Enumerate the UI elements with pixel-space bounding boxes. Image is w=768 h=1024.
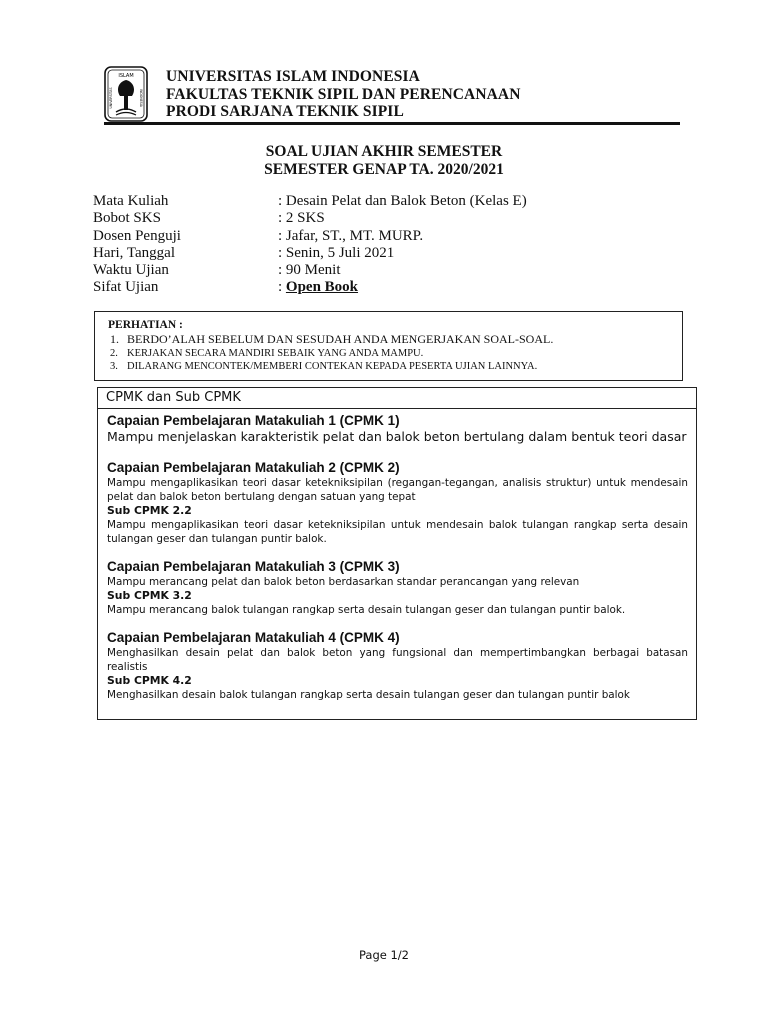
info-label: Waktu Ujian [93,262,169,279]
exam-semester: SEMESTER GENAP TA. 2020/2021 [264,161,504,178]
page-number: Page 1/2 [358,948,409,962]
university-name: UNIVERSITAS ISLAM INDONESIA [166,68,420,85]
notice-item: 2. KERJAKAN SECARA MANDIRI SEBAIK YANG ANDA MAMPU. [110,347,424,359]
program-name: PRODI SARJANA TEKNIK SIPIL [166,103,404,120]
info-value: : Senin, 5 Juli 2021 [278,244,395,261]
info-label: Bobot SKS [93,210,161,227]
svg-text:INDONESIA: INDONESIA [139,89,143,107]
info-row-duration [93,262,527,279]
cpmk-1-title: Capaian Pembelajaran Matakuliah 1 (CPMK 1) [107,413,400,428]
info-value: : Desain Pelat dan Balok Beton (Kelas E) [278,193,527,209]
letterhead [104,64,680,126]
info-value: : Jafar, ST., MT. MURP. [278,227,424,244]
sub-cpmk-2-2-text: Mampu mengaplikasikan teori dasar ketekniksipilan untuk mendesain balok tulangan rangkap serta desain tulangan geser dan tulangan puntir balok. [107,519,688,545]
info-value: : 90 Menit [278,262,341,279]
exam-title: SOAL UJIAN AKHIR SEMESTER [265,143,503,160]
cpmk-4-text: Menghasilkan desain pelat dan balok beton yang fungsional dan mempertimbangkan berbagai batasan realistis [107,647,688,673]
notice-box [94,311,683,381]
sub-cpmk-3-2-title: Sub CPMK 3.2 [107,589,192,602]
info-label: Hari, Tanggal [93,244,175,261]
info-row-examiner [93,228,527,245]
cpmk-3-title: Capaian Pembelajaran Matakuliah 3 (CPMK 3) [107,559,400,574]
info-row-course [93,193,527,210]
info-value [278,279,358,296]
info-row-exam-type [93,279,527,296]
cpmk-body [98,409,696,702]
cpmk-box [97,387,697,720]
info-row-credits [93,210,527,227]
cpmk-2-text: Mampu mengaplikasikan teori dasar ketekniksipilan (regangan-tegangan, analisis struktur) untuk mendesain pelat dan balok beton bertulang dengan satuan yang tepat [107,477,688,503]
sub-cpmk-4-2-title: Sub CPMK 4.2 [107,674,192,687]
svg-text:UNIVERSITAS: UNIVERSITAS [109,87,113,109]
faculty-name: FAKULTAS TEKNIK SIPIL DAN PERENCANAAN [166,85,521,103]
university-seal-icon [104,66,148,122]
sub-cpmk-3-2-text: Mampu merancang balok tulangan rangkap serta desain tulangan geser dan tulangan puntir balok. [107,604,626,616]
notice-item: 1. BERDO’ALAH SEBELUM DAN SESUDAH ANDA MENGERJAKAN SOAL-SOAL. [110,332,554,346]
svg-text:ISLAM: ISLAM [118,73,134,79]
cpmk-3-text: Mampu merancang pelat dan balok beton berdasarkan standar perancangan yang relevan [107,576,580,588]
info-value-prefix: : [278,279,286,296]
cpmk-2-title: Capaian Pembelajaran Matakuliah 2 (CPMK 2) [107,460,400,475]
info-label: Dosen Penguji [93,227,181,244]
cpmk-1-text: Mampu menjelaskan karakteristik pelat dan balok beton bertulang dalam bentuk teori dasar [107,429,687,444]
notice-title: PERHATIAN : [108,319,183,331]
sub-cpmk-2-2-title: Sub CPMK 2.2 [107,504,192,517]
exam-info [93,193,527,297]
cpmk-4-title: Capaian Pembelajaran Matakuliah 4 (CPMK 4) [107,630,400,645]
info-label: Mata Kuliah [93,193,169,209]
cpmk-header: CPMK dan Sub CPMK [98,388,696,409]
header-rule [104,122,680,125]
notice-list [110,333,553,374]
notice-item: 3. DILARANG MENCONTEK/MEMBERI CONTEKAN KEPADA PESERTA UJIAN LAINNYA. [110,361,538,372]
info-value: : 2 SKS [278,210,325,227]
open-book-label: Open Book [285,279,359,296]
info-row-date [93,245,527,262]
exam-title-block [0,143,768,179]
sub-cpmk-4-2-text: Menghasilkan desain balok tulangan rangkap serta desain tulangan geser dan tulangan puntir balok [107,689,630,701]
info-label: Sifat Ujian [93,279,159,296]
